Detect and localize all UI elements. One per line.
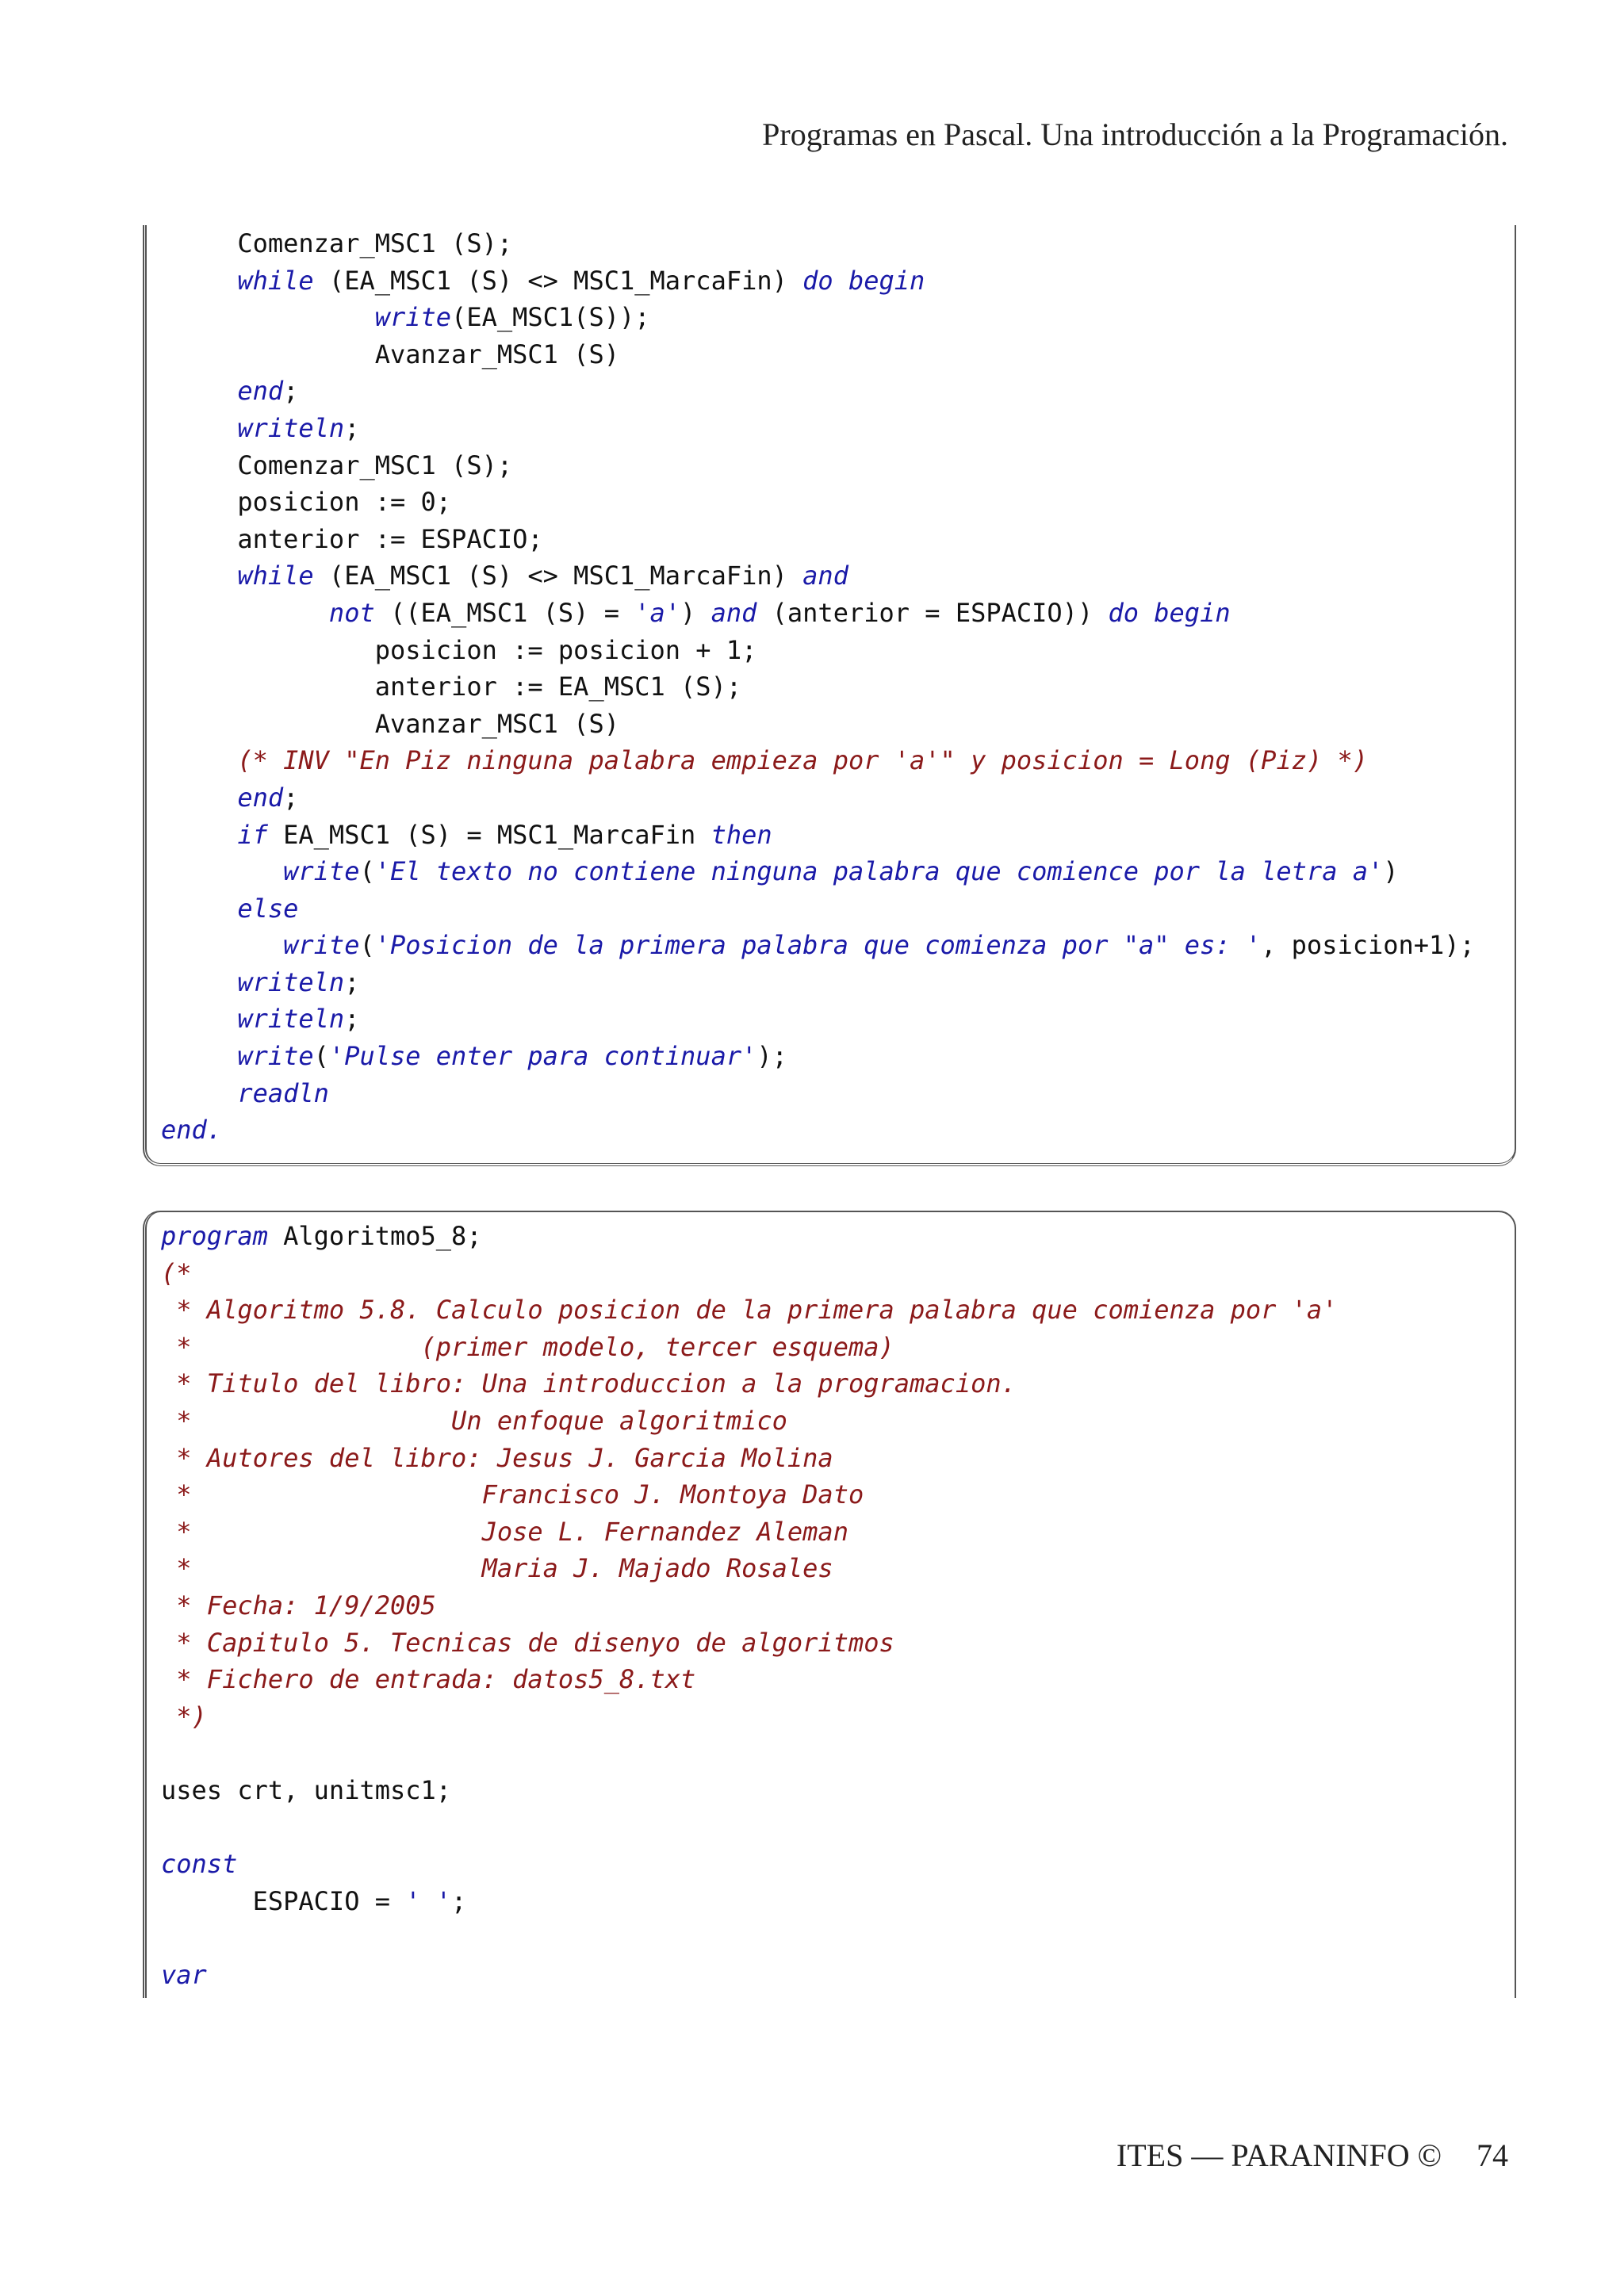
code-line [161,1479,864,1510]
code-line [161,967,359,997]
code-text: Avanzar_MSC1 (S) [161,708,619,739]
code-block [161,225,1475,1149]
code-text: Avanzar_MSC1 (S) [161,339,619,369]
code-line [161,1258,192,1288]
code-text: uses crt, unitmsc1; [161,1774,452,1805]
code-line [161,1775,451,1805]
code-text: Comenzar_MSC1 (S); [161,228,513,258]
code-text: , posicion+1); [1261,930,1475,961]
code-text: posicion := 0; [161,487,452,518]
code-line [161,745,1368,775]
code-text: ; [283,782,299,813]
code-keyword: readln [237,1077,329,1108]
code-line [161,1406,787,1436]
code-text [161,302,375,332]
code-block [161,1218,1337,1993]
code-comment: *) [161,1701,207,1732]
code-line [161,672,741,702]
code-line [161,930,1475,960]
code-keyword: write [237,1041,314,1072]
code-line [161,1004,359,1034]
code-line [161,1041,787,1071]
code-keyword: end [237,782,284,813]
code-line [161,228,512,258]
code-text [161,856,283,886]
code-line [161,1517,848,1547]
code-keyword: const [161,1849,238,1880]
code-text: EA_MSC1 (S) = MSC1_MarcaFin [267,819,711,850]
code-keyword: write [374,302,452,333]
page-footer [1116,2137,1508,2174]
code-line [161,1443,833,1473]
code-text: Algoritmo5_8; [267,1221,482,1251]
code-text [161,967,237,997]
code-line [161,1664,695,1694]
code-comment: * (primer modelo, tercer esquema) [161,1331,894,1362]
code-line [161,450,512,480]
code-line [161,266,925,296]
code-comment: * Fichero de entrada: datos5_8.txt [161,1664,696,1695]
code-line [161,1628,894,1658]
code-line [161,561,848,591]
code-line [161,856,1399,886]
code-text: (EA_MSC1(S)); [451,302,650,333]
code-line [161,1115,222,1145]
code-line [161,1960,207,1990]
code-comment: * Un enfoque algoritmico [161,1405,787,1436]
code-keyword: if [237,819,268,850]
code-line [161,709,619,739]
code-line [161,1221,482,1251]
code-line [161,1295,1337,1325]
code-keyword: writeln [237,412,345,443]
code-comment: (* INV "En Piz ninguna palabra empieza por 'a'" y posicion = Long (Piz) *) [237,745,1368,776]
code-text: ( [313,1041,329,1072]
code-line [161,1553,833,1583]
code-line [161,1886,466,1916]
code-listing-continued [143,225,1516,1166]
code-line [161,1590,436,1621]
publisher-credit: ITES — PARANINFO © [1116,2137,1442,2173]
code-listing-algoritmo5-8 [143,1211,1516,1998]
code-text: ) [680,597,711,628]
code-line [161,598,1231,628]
code-comment: * Algoritmo 5.8. Calculo posicion de la primera palabra que comienza por 'a' [161,1295,1338,1326]
code-text: ) [1383,856,1399,887]
code-line [161,302,650,332]
code-comment: * Fecha: 1/9/2005 [161,1590,436,1621]
code-keyword: program [161,1221,268,1251]
code-comment: * Capitulo 5. Tecnicas de disenyo de algoritmos [161,1627,894,1658]
code-comment: * Maria J. Majado Rosales [161,1553,833,1584]
code-keyword: writeln [237,966,345,997]
code-line [161,894,298,924]
code-line [161,1849,237,1879]
code-line [161,783,298,813]
code-keyword: write [283,856,360,887]
code-text [161,930,283,960]
code-keyword: then [710,819,772,850]
code-text [161,894,237,924]
code-text: ; [344,966,360,997]
code-text: anterior := EA_MSC1 (S); [161,672,742,702]
code-keyword: and [802,561,848,591]
code-text [161,1041,237,1071]
code-keyword: while [237,265,314,296]
code-text: posicion := posicion + 1; [161,634,757,665]
code-line [161,413,359,443]
code-line [161,1368,1017,1399]
running-header: Programas en Pascal. Una introducción a la Programación. [762,117,1508,152]
code-string: 'Pulse enter para continuar' [328,1041,757,1072]
code-text [161,376,237,406]
code-text: ; [283,376,299,407]
code-line [161,1078,329,1108]
code-keyword: not [328,597,375,628]
code-line [161,1332,894,1362]
code-line [161,487,451,517]
code-line [161,339,619,369]
code-line [161,1701,207,1732]
code-text: (anterior = ESPACIO)) [756,597,1109,628]
code-text: ; [344,1004,360,1035]
code-string: 'El texto no contiene ninguna palabra que comience por la letra a' [374,856,1384,887]
code-keyword: do begin [802,265,925,296]
code-text [161,1004,237,1034]
code-text: ( [359,856,375,887]
code-keyword: write [283,930,360,961]
code-text [161,1078,237,1108]
code-line [161,524,543,554]
code-text [161,783,237,813]
code-keyword: var [161,1959,207,1990]
code-keyword: end. [161,1115,223,1146]
code-text: Comenzar_MSC1 (S); [161,450,513,480]
code-text [161,413,237,443]
code-keyword: while [237,561,314,591]
code-line [161,376,298,406]
code-comment: * Autores del libro: Jesus J. Garcia Molina [161,1442,833,1473]
code-text [161,266,237,296]
code-text: ESPACIO = [161,1885,406,1916]
code-string: ' ' [405,1885,452,1916]
code-text [161,820,237,850]
code-text [161,745,237,775]
code-keyword: end [237,376,284,407]
code-comment: * Jose L. Fernandez Aleman [161,1516,848,1547]
code-text: ); [756,1041,787,1072]
code-text: ( [359,930,375,961]
code-comment: * Titulo del libro: Una introduccion a la programacion. [161,1368,1017,1399]
code-text: ((EA_MSC1 (S) = [374,597,635,628]
code-text: (EA_MSC1 (S) <> MSC1_MarcaFin) [313,561,803,591]
code-keyword: else [237,893,299,924]
code-comment: (* [161,1257,192,1288]
code-keyword: do begin [1108,597,1231,628]
page-number: 74 [1477,2137,1508,2173]
code-text: ; [344,412,360,443]
code-text: anterior := ESPACIO; [161,523,543,554]
code-keyword: writeln [237,1004,345,1035]
code-text [161,561,237,591]
code-text: ; [451,1885,467,1916]
code-string: 'a' [634,597,681,628]
code-line [161,635,756,665]
code-text: (EA_MSC1 (S) <> MSC1_MarcaFin) [313,265,803,296]
code-keyword: and [710,597,757,628]
code-comment: * Francisco J. Montoya Dato [161,1479,864,1510]
code-line [161,820,772,850]
code-text [161,598,329,628]
code-string: 'Posicion de la primera palabra que comienza por "a" es: ' [374,930,1262,961]
